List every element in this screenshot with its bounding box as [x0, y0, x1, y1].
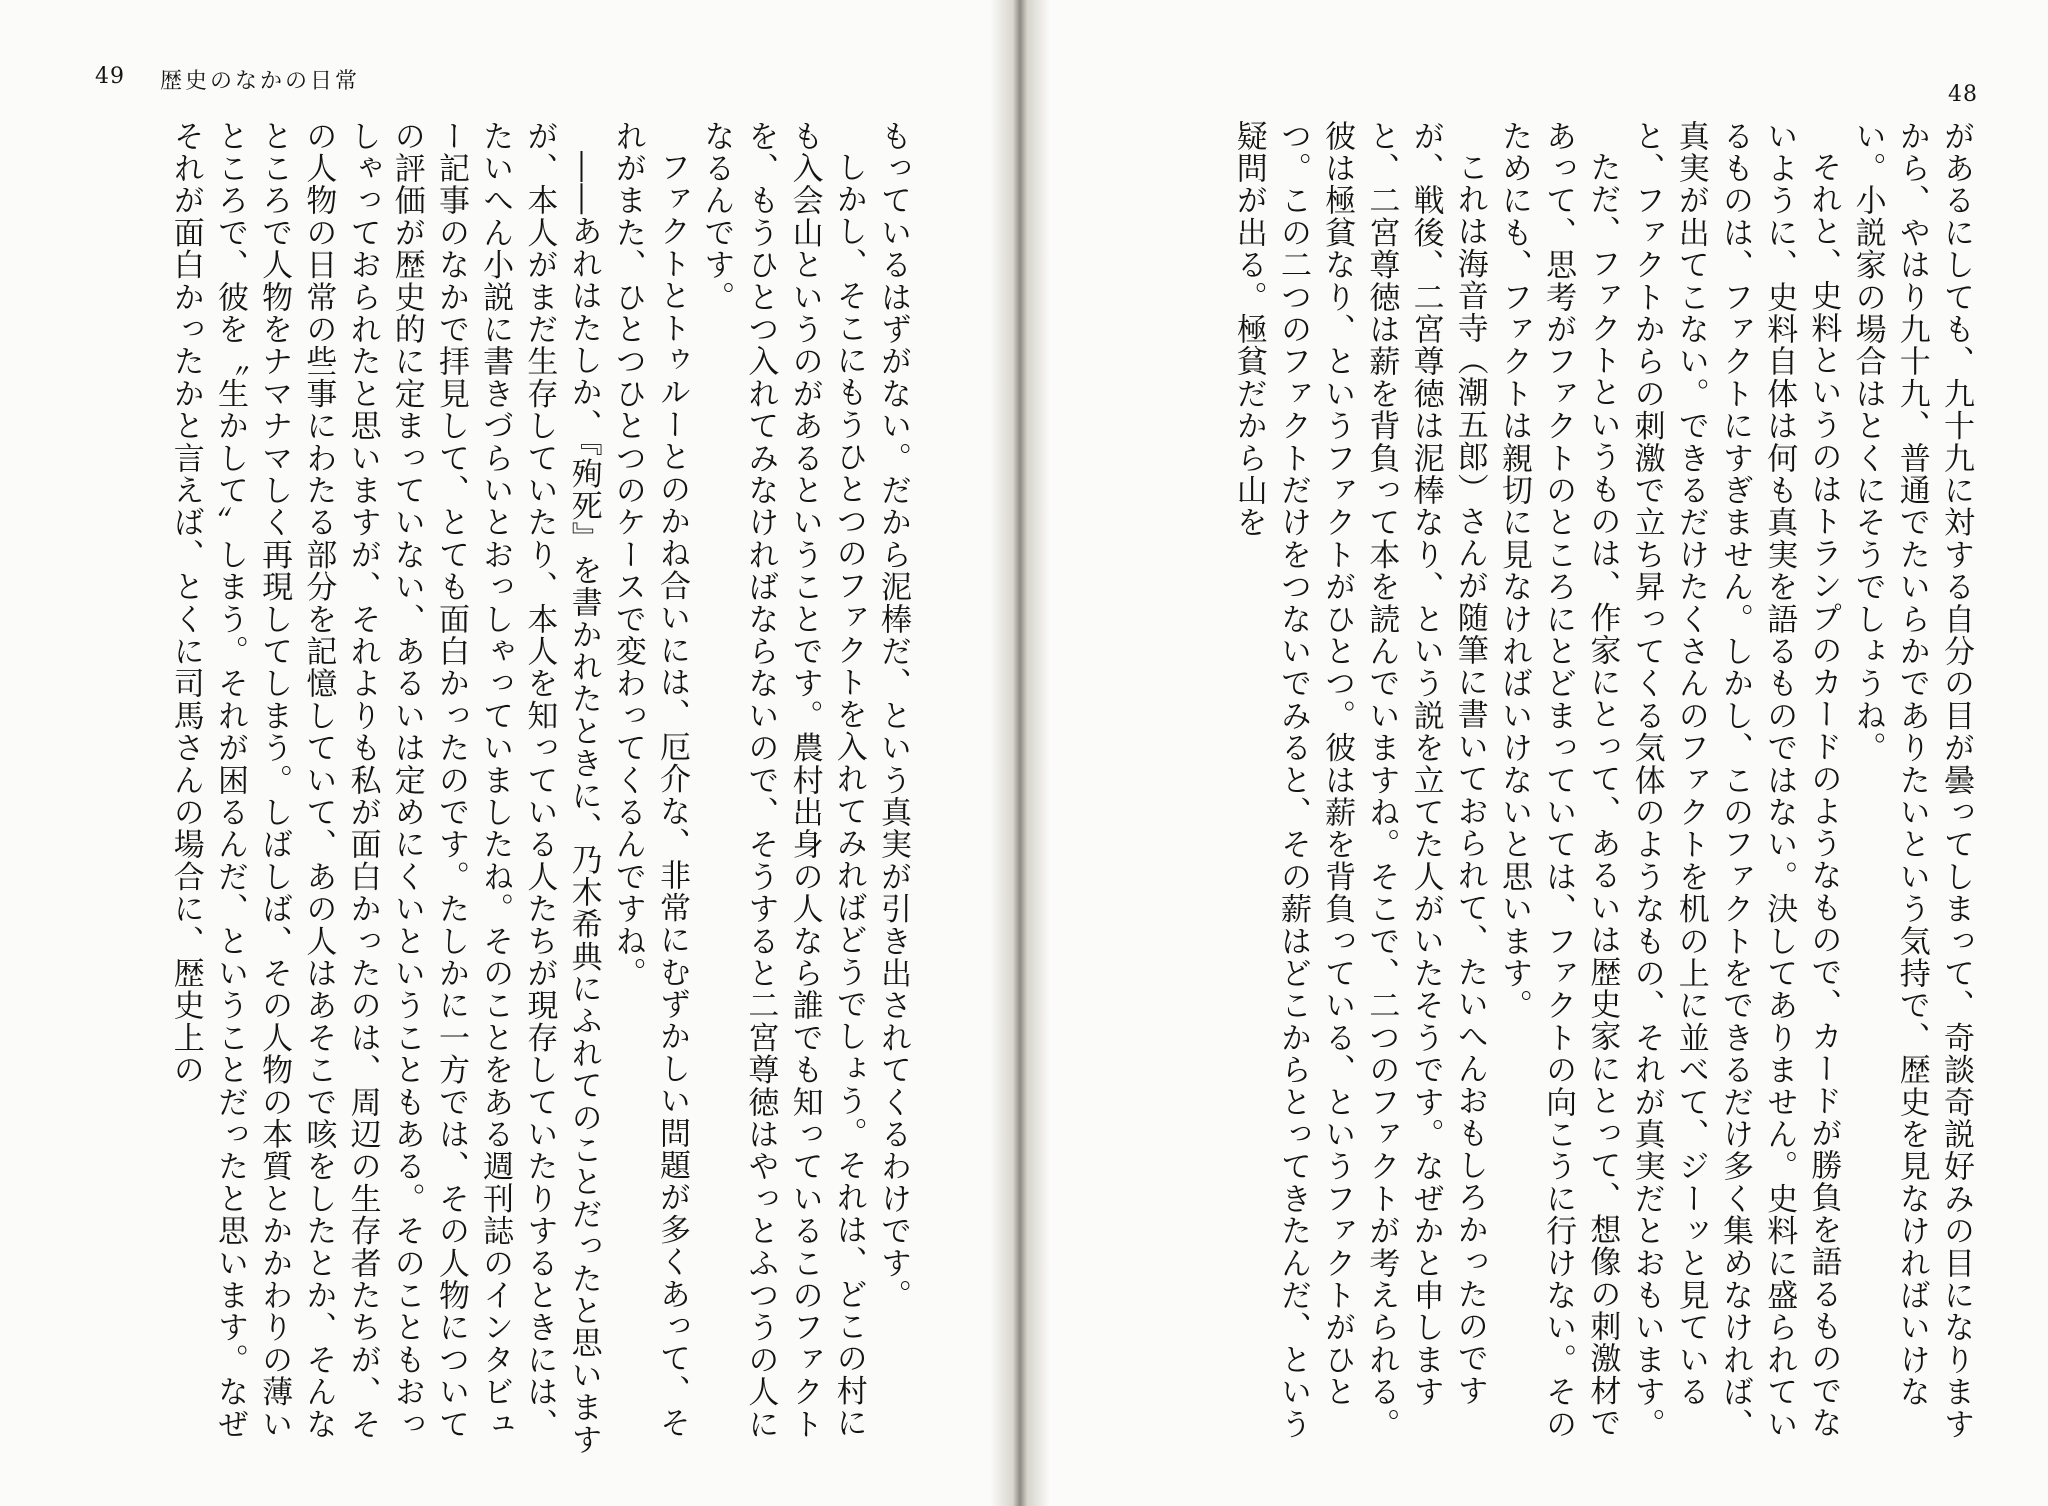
- book-gutter: [990, 0, 1050, 1506]
- paragraph: ファクトとトゥルーとのかね合いには、厄介な、非常にむずかしい問題が多くあって、それがまた、ひとつひとつのケースで変わってくるんですね。: [609, 120, 690, 1439]
- left-page-text: [95, 120, 915, 1460]
- left-page: [0, 0, 1010, 1506]
- page-number-left: 49: [95, 64, 125, 89]
- page-number-right: 48: [1948, 82, 1978, 107]
- right-page-text: [1098, 120, 1978, 1460]
- running-title: 歴史のなかの日常: [160, 69, 361, 94]
- paragraph: ――あれはたしか、『殉死』を書かれたときに、乃木希典にふれてのことだったと思いますが、本人がまだ生存していたり、本人を知っている人たちが現存していたりするときには、たいへん小説に書きづらいとおっしゃっていましたね。そのことをある週刊誌のインタビュー記事のなかで拝見して、とても面白かったのです。たしかに一方では、その人物についての評価が歴史的に定まっていない、あるいは定めにくいということもある。そのこともおっしゃっておられたと思いますが、それよりも私が面白かったのは、周辺の生存者たちが、その人物の日常の些事にわたる部分を記憶していて、あの人はあそこで咳をしたとか、そんなところで人物をナマナマしく再現してしまう。しばしば、その人物の本質とかかわりの薄いところで、彼を〝生かして〟しまう。それが困るんだ、ということだったと思います。なぜそれが面白かったかと言えば、とくに司馬さんの場合に、歴史上の: [167, 120, 602, 1456]
- paragraph: もっているはずがない。だから泥棒だ、という真実が引き出されてくるわけです。: [875, 120, 911, 1312]
- paragraph: これは海音寺（潮五郎）さんが随筆に書いておられて、たいへんおもしろかったのですが、戦後、二宮尊徳は泥棒なり、という説を立てた人がいたそうです。なぜかと申しますと、二宮尊徳は薪を背負って本を読んでいますね。そこで、二つのファクトが考えられる。彼は極貧なり、というファクトがひとつ。彼は薪を背負っている、というファクトがひとつ。この二つのファクトだけをつないでみると、その薪はどこからとってきたんだ、という疑問が出る。極貧だから山を: [1230, 120, 1488, 1441]
- paragraph: しかし、そこにもうひとつのファクトを入れてみればどうでしょう。それは、どこの村にも入会山というのがあるということです。農村出身の人なら誰でも知っているこのファクトを、もうひとつ入れてみなければならないので、そうすると二宮尊徳はやっとふつうの人になるんです。: [698, 120, 867, 1441]
- right-page: [1010, 0, 2048, 1506]
- paragraph: ただ、ファクトというものは、作家にとって、あるいは歴史家にとって、想像の刺激材であって、思考がファクトのところにとどまっていては、ファクトの向こうに行けない。そのためにも、ファクトは親切に見なければいけないと思います。: [1495, 120, 1621, 1441]
- paragraph: それと、史料というのはトランプのカードのようなもので、カードが勝負を語るものでないように、史料自体は何も真実を語るものではない。決してありません。史料に盛られているものは、ファクトにすぎません。しかし、このファクトをできるだけ多く集めなければ、真実が出てこない。できるだけたくさんのファクトを机の上に並べて、ジーッと見ていると、ファクトからの刺激で立ち昇ってくる気体のようなもの、それが真実だとおもいます。: [1628, 120, 1842, 1441]
- paragraph: があるにしても、九十九に対する自分の目が曇ってしまって、奇談奇説好みの目になりますから、やはり九十九、普通でたいらかでありたいという気持で、歴史を見なければいけない。小説家の場合はとくにそうでしょうね。: [1849, 120, 1974, 1441]
